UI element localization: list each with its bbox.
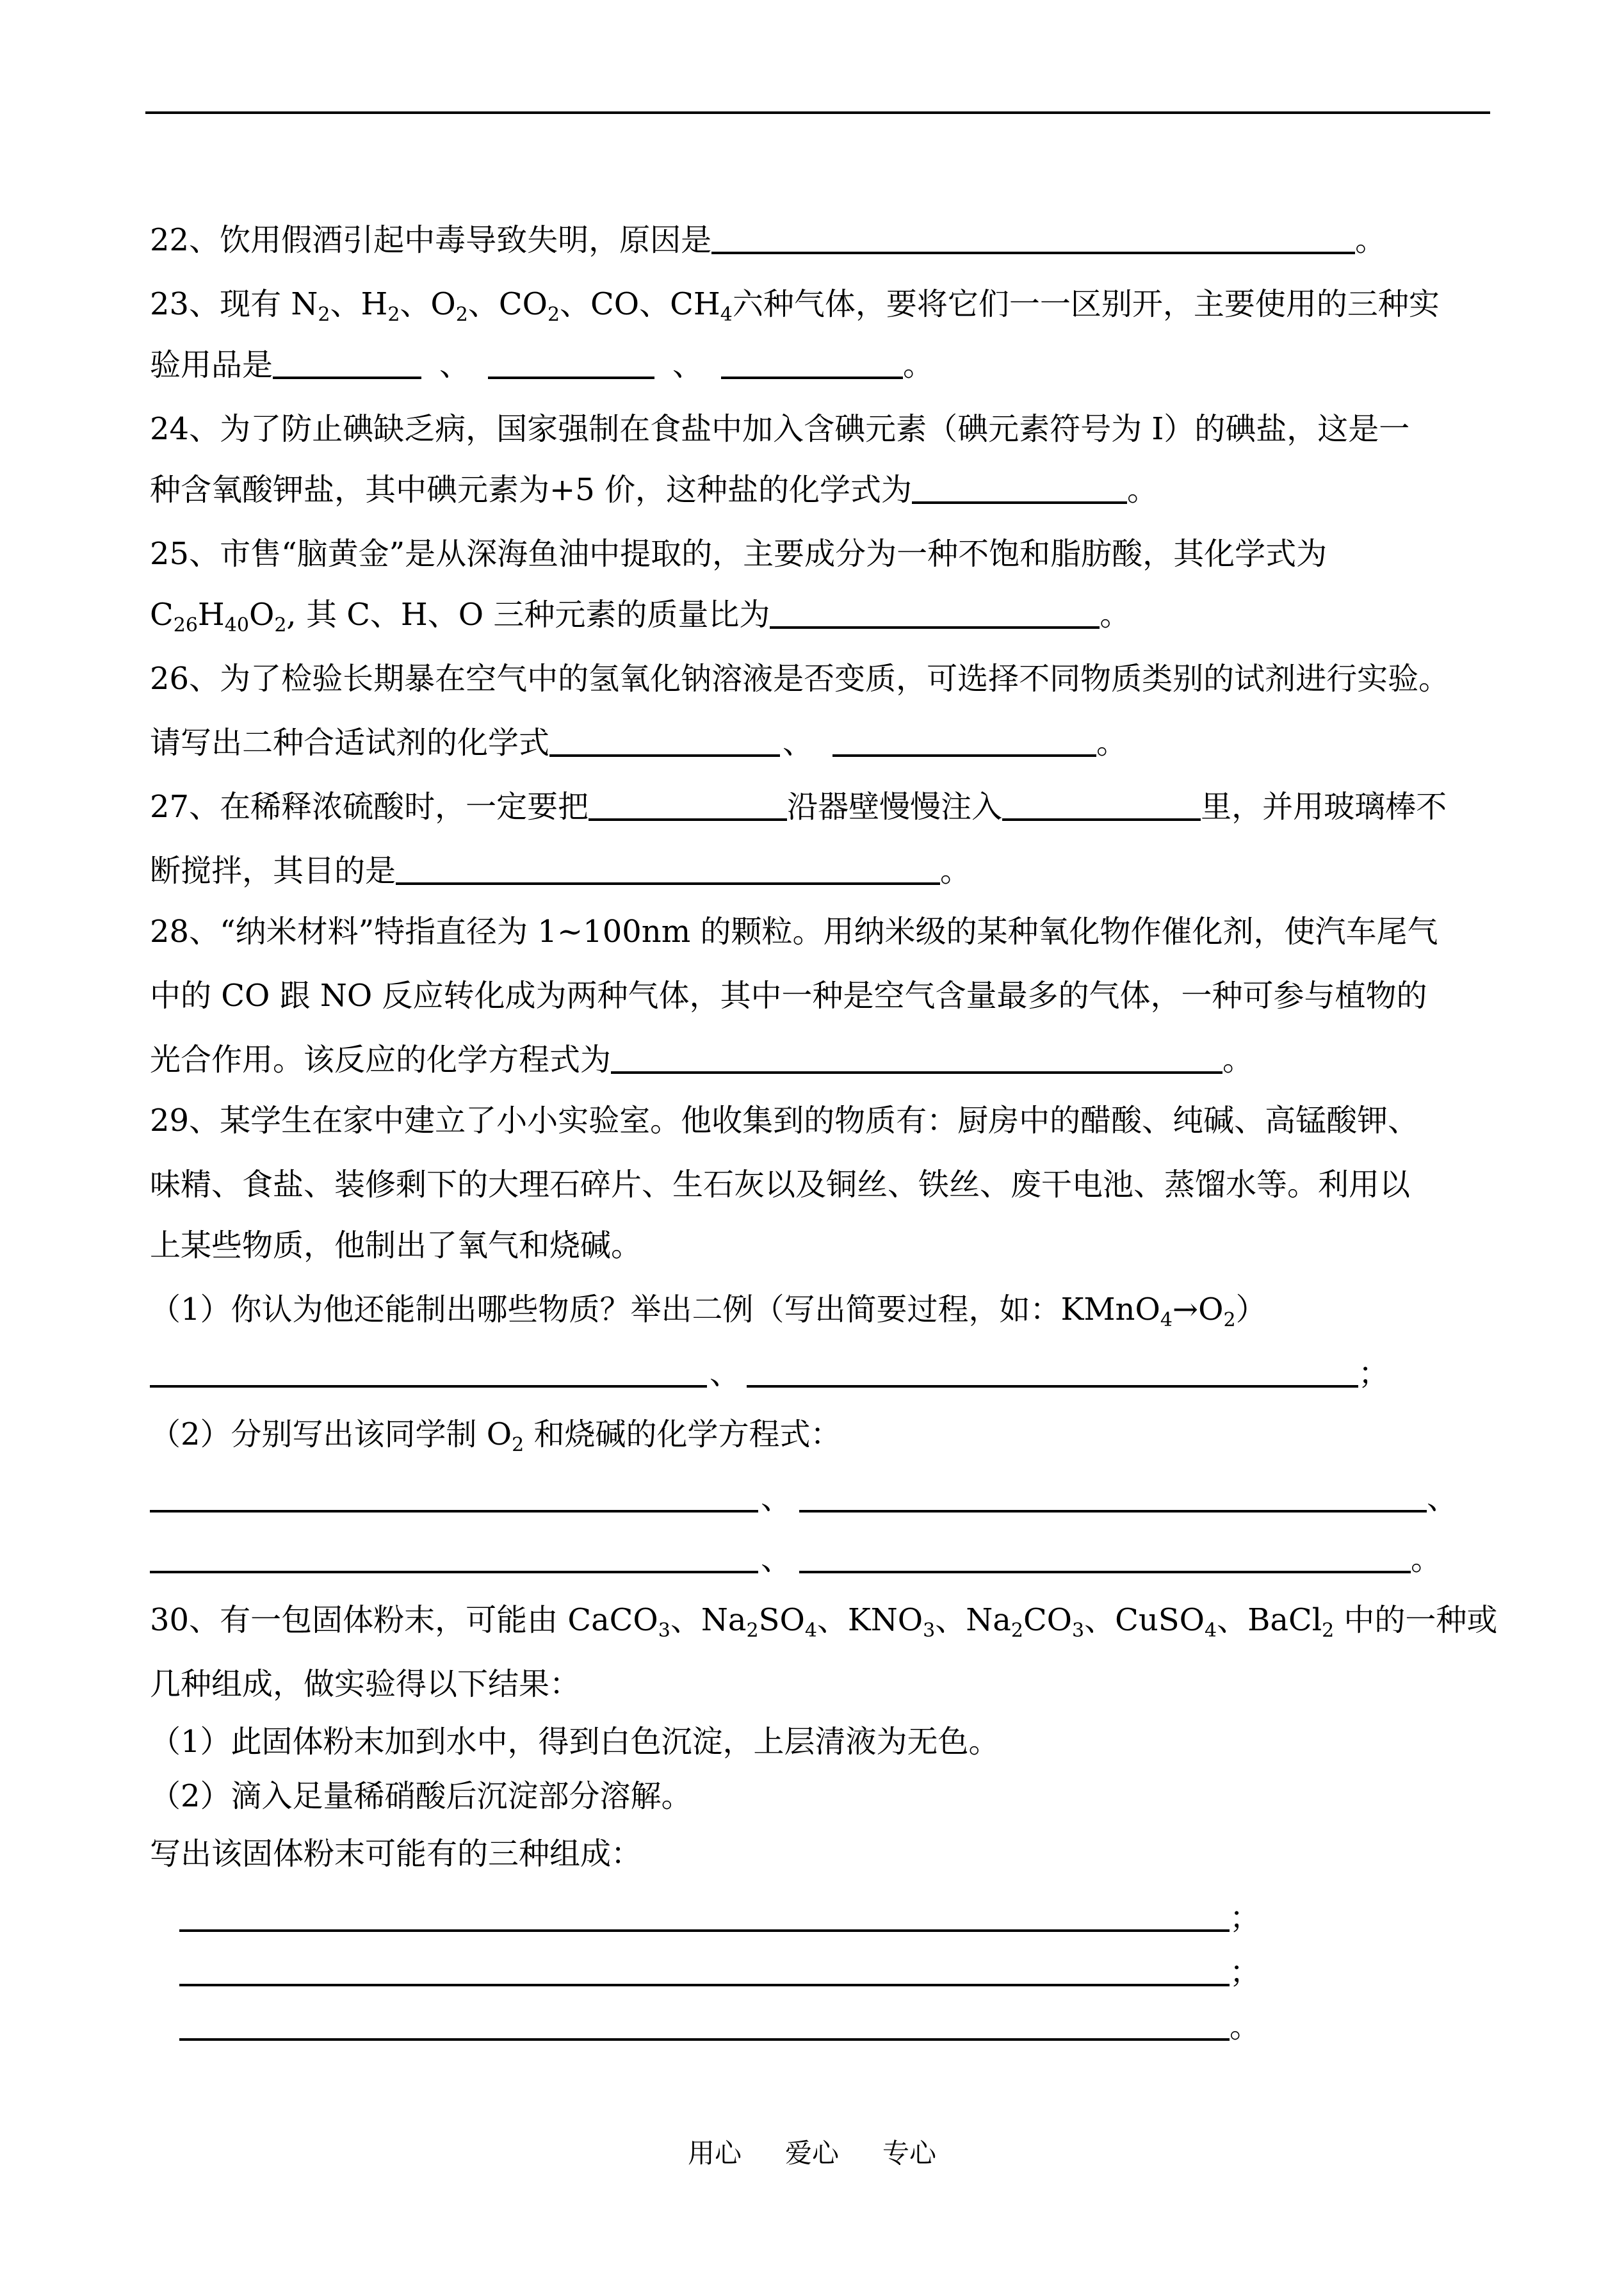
q25-answer-blank[interactable]	[770, 598, 1100, 629]
q30-result-text: （1）此固体粉末加到水中，得到白色沉淀，上层清液为无色。	[150, 1724, 1000, 1760]
q30-text: CO	[1023, 1602, 1073, 1638]
q29-sub2-answer-blank-2[interactable]	[799, 1482, 1427, 1512]
subscript: 2	[455, 304, 468, 326]
q24-text: 种含氧酸钾盐，其中碘元素为+5 价，这种盐的化学式为	[150, 472, 913, 508]
formula: O	[248, 597, 275, 633]
question-29-sub2-answers-1	[150, 1479, 1458, 1518]
q30-end: ；	[1230, 1900, 1261, 1936]
subscript: 2	[318, 304, 330, 326]
q29-sub1-answer-blank-1[interactable]	[150, 1357, 707, 1388]
subscript: 3	[923, 1619, 936, 1642]
q25-end: 。	[1100, 597, 1131, 633]
subscript: 2	[1322, 1619, 1335, 1642]
formula: C	[150, 597, 174, 633]
separator: 、	[761, 1541, 792, 1577]
q23-text: 、CO、CH	[560, 286, 720, 322]
q30-answer-blank-3[interactable]	[179, 2010, 1230, 2041]
subscript: 2	[274, 614, 287, 637]
question-29-line3	[150, 1226, 642, 1265]
question-30	[150, 1601, 1498, 1642]
q27-text: 沿器壁慢慢注入	[787, 789, 1003, 825]
question-24-line2	[150, 471, 1158, 509]
question-29-sub2-answers-2	[150, 1540, 1441, 1578]
separator: 、	[1427, 1480, 1458, 1516]
q23-end: 。	[903, 347, 934, 383]
subscript: 3	[1072, 1619, 1085, 1642]
q30-text: 、Na	[935, 1602, 1011, 1638]
q26-text: 26、为了检验长期暴在空气中的氢氧化钠溶液是否变质，可选择不同物质类别的试剂进行实验。	[150, 661, 1450, 697]
q27-answer-blank-3[interactable]	[396, 854, 940, 885]
question-29-sub1	[150, 1290, 1267, 1329]
header-rule	[145, 111, 1490, 114]
footer-motto-2: 爱心	[784, 2137, 839, 2169]
q29-sub2-text: 和烧碱的化学方程式：	[524, 1416, 841, 1452]
q27-text: 里，并用玻璃棒不	[1201, 789, 1447, 825]
subscript: 4	[1205, 1619, 1217, 1642]
separator: 、	[710, 1356, 741, 1391]
q22-answer-blank[interactable]	[711, 223, 1355, 254]
q27-text: 断搅拌，其目的是	[150, 853, 396, 889]
question-27	[150, 788, 1447, 826]
subscript: 2	[1223, 1309, 1236, 1331]
question-30-answer-1	[179, 1899, 1260, 1937]
question-29-sub1-answers	[150, 1354, 1389, 1393]
q30-result-text: （2）滴入足量稀硝酸后沉淀部分溶解。	[150, 1778, 692, 1814]
q28-text: 28、“纳米材料”特指直径为 1~100nm 的颗粒。用纳米级的某种氧化物作催化剂，使汽车尾气	[150, 914, 1438, 950]
question-26-line2	[150, 724, 1127, 762]
q30-text: 、CuSO	[1084, 1602, 1205, 1638]
q29-sub2-answer-blank-3[interactable]	[150, 1543, 758, 1573]
page-footer	[0, 2132, 1624, 2171]
q29-text: 上某些物质，他制出了氧气和烧碱。	[150, 1228, 642, 1263]
q30-text: 、KNO	[816, 1602, 923, 1638]
subscript: 4	[720, 304, 733, 326]
q23-answer-blank-2[interactable]	[488, 348, 654, 379]
q27-text: 27、在稀释浓硫酸时，一定要把	[150, 789, 589, 825]
question-30-line2	[150, 1665, 580, 1703]
q30-text: 、BaCl	[1217, 1602, 1322, 1638]
question-23-line2	[150, 346, 934, 384]
question-30-answer-2	[179, 1953, 1260, 1991]
subscript: 2	[512, 1434, 524, 1456]
q27-answer-blank-1[interactable]	[589, 790, 787, 821]
footer-motto-1: 用心	[687, 2137, 742, 2169]
subscript: 4	[804, 1619, 817, 1642]
q30-answer-blank-1[interactable]	[179, 1901, 1230, 1932]
q26-answer-blank-1[interactable]	[549, 726, 780, 757]
q25-text: 25、市售“脑黄金”是从深海鱼油中提取的，主要成分为一种不饱和脂肪酸，其化学式为	[150, 536, 1328, 572]
q30-prompt-text: 写出该固体粉末可能有的三种组成：	[150, 1836, 642, 1872]
question-25	[150, 535, 1327, 573]
q28-text: 光合作用。该反应的化学方程式为	[150, 1042, 612, 1078]
footer-motto-3: 专心	[882, 2137, 937, 2169]
q30-text: 30、有一包固体粉末，可能由 CaCO	[150, 1602, 658, 1638]
q29-sub2-end: 。	[1411, 1541, 1442, 1577]
q23-text: 23、现有 N	[150, 286, 318, 322]
q30-text: 几种组成，做实验得以下结果：	[150, 1666, 581, 1702]
formula: H	[197, 597, 225, 633]
q29-sub2-text: （2）分别写出该同学制 O	[150, 1416, 512, 1452]
question-29	[150, 1101, 1418, 1140]
question-23	[150, 285, 1440, 326]
q23-text: 验用品是	[150, 347, 273, 383]
q30-end: 。	[1230, 2009, 1261, 2045]
question-28-line2	[150, 977, 1427, 1015]
subscript: 3	[658, 1619, 670, 1642]
question-28	[150, 912, 1438, 951]
separator: 、	[439, 347, 471, 383]
subscript: 26	[173, 614, 198, 637]
q25-text: , 其 C、H、O 三种元素的质量比为	[286, 597, 770, 633]
question-30-prompt	[150, 1835, 642, 1873]
q22-text: 22、饮用假酒引起中毒导致失明，原因是	[150, 222, 712, 258]
q24-answer-blank[interactable]	[912, 473, 1127, 504]
q23-answer-blank-1[interactable]	[273, 348, 421, 379]
q30-answer-blank-2[interactable]	[179, 1956, 1230, 1986]
q27-answer-blank-2[interactable]	[1002, 790, 1201, 821]
question-30-result-1	[150, 1723, 1000, 1761]
question-22	[150, 221, 1386, 259]
q30-text: SO	[758, 1602, 805, 1638]
q27-end: 。	[940, 853, 971, 889]
subscript: 2	[387, 304, 400, 326]
question-29-sub2	[150, 1415, 841, 1454]
separator: 、	[761, 1480, 792, 1516]
question-26	[150, 660, 1449, 698]
question-27-line2	[150, 852, 971, 890]
q29-sub2-answer-blank-1[interactable]	[150, 1482, 758, 1512]
question-28-line3	[150, 1041, 1253, 1079]
q29-sub2-answer-blank-4[interactable]	[799, 1543, 1411, 1573]
q29-sub1-text: （1）你认为他还能制出哪些物质？举出二例（写出简要过程，如：KMnO	[150, 1292, 1160, 1327]
q23-answer-blank-3[interactable]	[721, 348, 903, 379]
q28-text: 中的 CO 跟 NO 反应转化成为两种气体，其中一种是空气含量最多的气体，一种可参与植物的	[150, 978, 1427, 1014]
q29-sub1-end: ；	[1358, 1356, 1390, 1391]
question-30-result-2	[150, 1777, 692, 1815]
q30-text: 、Na	[670, 1602, 747, 1638]
subscript: 4	[1160, 1309, 1173, 1331]
question-24	[150, 410, 1409, 448]
subscript: 2	[1011, 1619, 1023, 1642]
separator: 、	[672, 347, 704, 383]
q30-end: ；	[1230, 1954, 1261, 1990]
subscript: 40	[224, 614, 249, 637]
q23-text: 、H	[330, 286, 388, 322]
q26-answer-blank-2[interactable]	[832, 726, 1096, 757]
q24-text: 24、为了防止碘缺乏病，国家强制在食盐中加入含碘元素（碘元素符号为 I）的碘盐，这是一	[150, 411, 1410, 447]
q23-text: 、O	[400, 286, 456, 322]
q23-text: 六种气体，要将它们一一区别开，主要使用的三种实	[732, 286, 1440, 322]
q29-sub1-text: →O	[1172, 1292, 1224, 1327]
q28-end: 。	[1222, 1042, 1254, 1078]
subscript: 2	[746, 1619, 759, 1642]
subscript: 2	[547, 304, 560, 326]
q23-text: 、CO	[467, 286, 548, 322]
q28-answer-blank[interactable]	[611, 1043, 1222, 1074]
separator: 、	[783, 725, 814, 761]
q26-text: 请写出二种合适试剂的化学式	[150, 725, 550, 761]
q29-sub1-text: ）	[1235, 1292, 1267, 1327]
question-30-answer-3	[179, 2007, 1260, 2046]
q24-end: 。	[1127, 472, 1158, 508]
q29-text: 味精、食盐、装修剩下的大理石碎片、生石灰以及铜丝、铁丝、废干电池、蒸馏水等。利用以	[150, 1167, 1411, 1203]
q22-end: 。	[1355, 222, 1386, 258]
q29-sub1-answer-blank-2[interactable]	[747, 1357, 1358, 1388]
q26-end: 。	[1096, 725, 1128, 761]
question-29-line2	[150, 1165, 1410, 1204]
q30-text: 中的一种或	[1334, 1602, 1498, 1638]
question-25-line2	[150, 596, 1131, 637]
q29-text: 29、某学生在家中建立了小小实验室。他收集到的物质有：厨房中的醋酸、纯碱、高锰酸钾、	[150, 1103, 1419, 1139]
